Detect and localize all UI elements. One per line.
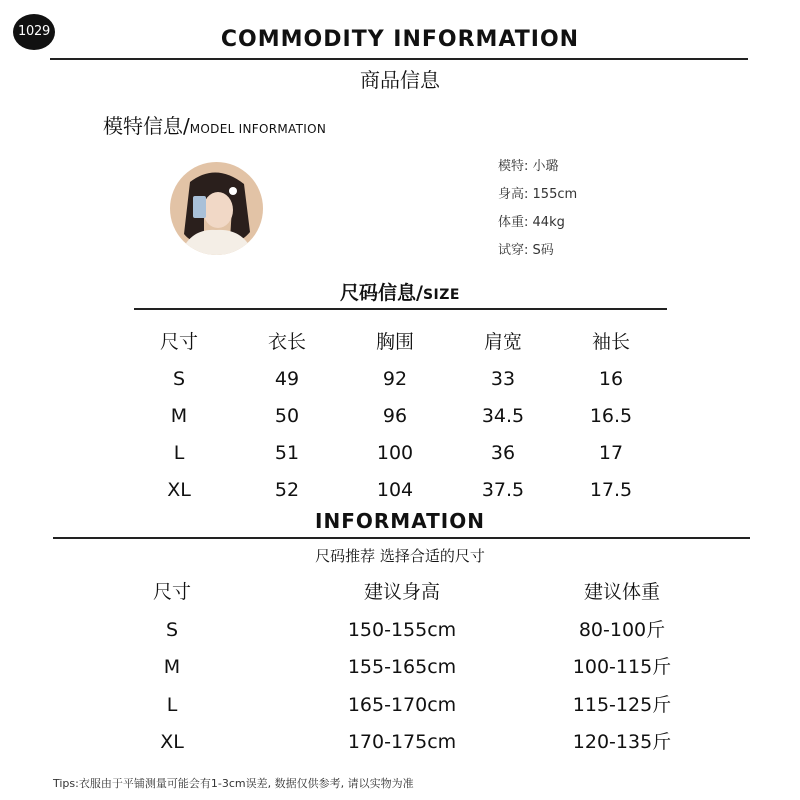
recommend-cell: L — [166, 693, 178, 716]
size-cell: 49 — [274, 368, 300, 390]
size-table — [125, 328, 665, 513]
recommend-col-header: 建议身高 — [363, 581, 440, 603]
recommend-heading: INFORMATION — [315, 509, 485, 533]
model-heading-cn: 模特信息/ — [103, 114, 190, 138]
size-cell: 51 — [274, 442, 300, 464]
model-height-label: 身高: — [498, 187, 529, 202]
size-col-header: 肩宽 — [483, 331, 522, 353]
measurement-tips: Tips:衣服由于平铺测量可能会有1-3cm误差, 数据仅供参考, 请以实物为准 — [53, 777, 414, 790]
size-cell: S — [172, 368, 186, 390]
recommend-cell: 100-115斤 — [572, 656, 672, 678]
model-heading-en: MODEL INFORMATION — [189, 122, 327, 136]
size-cell: 16.5 — [589, 405, 633, 427]
size-cell: 50 — [274, 405, 300, 427]
size-col-header: 袖长 — [591, 331, 630, 353]
size-cell: L — [173, 442, 185, 464]
recommend-col-header: 尺寸 — [152, 581, 191, 603]
size-heading-en: SIZE — [422, 287, 460, 303]
recommend-cell: S — [165, 618, 179, 641]
recommend-cell: XL — [160, 731, 184, 753]
header-divider — [50, 58, 748, 60]
model-weight-value: 44kg — [532, 215, 565, 230]
recommend-cell: 120-135斤 — [572, 731, 672, 753]
size-cell: M — [170, 405, 188, 427]
size-heading-cn: 尺码信息/ — [340, 282, 423, 304]
size-cell: 92 — [382, 368, 408, 390]
recommend-cell: 150-155cm — [347, 618, 457, 641]
model-name-value: 小璐 — [532, 159, 559, 174]
size-divider — [134, 308, 667, 310]
size-col-header: 衣长 — [267, 331, 306, 353]
model-height-value: 155cm — [532, 187, 578, 202]
model-name-row — [498, 153, 577, 181]
model-height-row — [498, 181, 577, 209]
recommend-cell: 170-175cm — [347, 731, 457, 753]
model-weight-row — [498, 209, 577, 237]
recommend-cell: 155-165cm — [347, 656, 457, 678]
size-col-header: 尺寸 — [159, 331, 198, 353]
recommend-cell: 80-100斤 — [578, 618, 666, 641]
model-heading — [103, 110, 326, 139]
size-cell: 52 — [274, 479, 300, 501]
size-cell: 17.5 — [589, 479, 633, 501]
recommend-subtitle: 尺码推荐 选择合适的尺寸 — [315, 547, 485, 565]
recommend-cell: 115-125斤 — [572, 693, 672, 716]
model-name-label: 模特: — [498, 159, 529, 174]
model-fit-value: S码 — [532, 243, 554, 258]
recommend-cell: M — [163, 656, 181, 678]
size-cell: 104 — [376, 479, 414, 501]
size-cell: 34.5 — [481, 405, 525, 427]
size-cell: 100 — [376, 442, 414, 464]
size-cell: 36 — [490, 442, 516, 464]
recommend-table — [72, 578, 712, 766]
recommend-cell: 165-170cm — [347, 693, 457, 716]
size-col-header: 胸围 — [375, 331, 414, 353]
size-cell: XL — [167, 479, 191, 501]
size-cell: 33 — [490, 368, 516, 390]
page-title-english: COMMODITY INFORMATION — [220, 27, 580, 52]
model-weight-label: 体重: — [498, 215, 529, 230]
recommend-col-header: 建议体重 — [583, 581, 660, 603]
size-heading — [0, 278, 800, 305]
model-fit-row — [498, 237, 577, 265]
size-cell: 37.5 — [481, 479, 525, 501]
page-title-chinese: 商品信息 — [360, 68, 440, 92]
size-cell: 16 — [598, 368, 624, 390]
size-cell: 17 — [598, 442, 624, 464]
model-avatar — [170, 162, 263, 255]
item-number-badge: 1029 — [13, 14, 55, 50]
model-fit-label: 试穿: — [498, 243, 529, 258]
recommend-divider — [53, 537, 750, 539]
model-details — [498, 153, 577, 265]
size-cell: 96 — [382, 405, 408, 427]
